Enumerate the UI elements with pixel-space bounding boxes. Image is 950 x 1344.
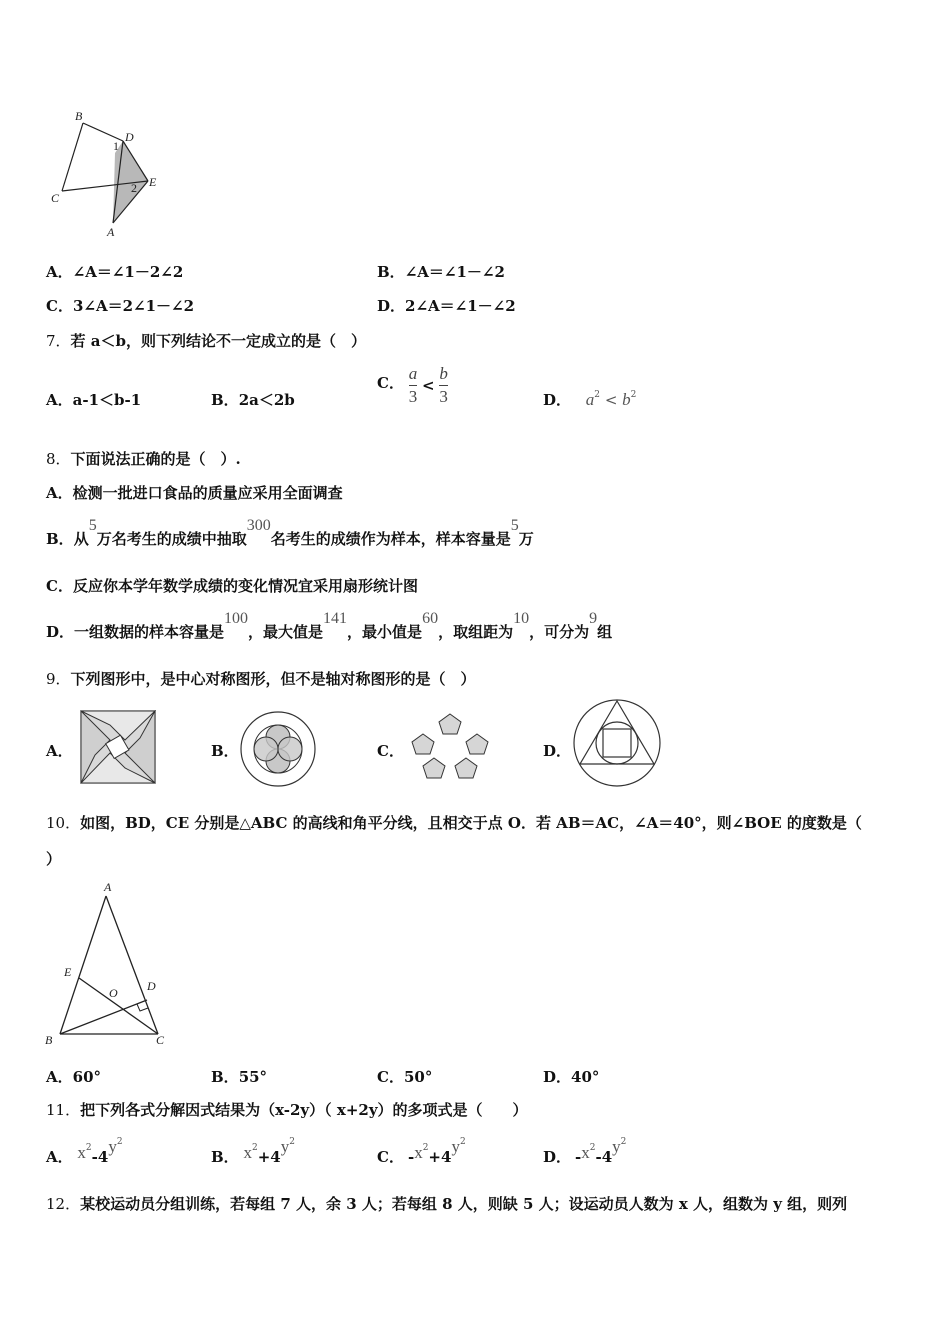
q8-option-a[interactable]	[46, 482, 343, 503]
question-number: 12．	[46, 1195, 81, 1213]
q10-label-e: E	[64, 965, 72, 979]
number: 141	[323, 610, 348, 627]
question-text: 下面说法正确的是（ ）.	[70, 450, 241, 468]
option-text: ，取组距为	[438, 623, 514, 641]
sign: -	[407, 1148, 415, 1166]
exp: 2	[422, 1143, 429, 1153]
option-text: ，最大值是	[248, 623, 324, 641]
q7-option-d[interactable]	[543, 389, 636, 410]
denominator: 3	[439, 387, 448, 406]
fraction-a	[409, 364, 418, 407]
q7-option-c[interactable]	[377, 364, 448, 407]
option-text: 2a＜2b	[238, 391, 295, 409]
q8-option-d[interactable]	[46, 610, 613, 642]
q11-option-b[interactable]	[211, 1137, 295, 1167]
q10-label-a: A	[104, 880, 112, 894]
question-number: 7．	[46, 332, 71, 350]
sign: -	[575, 1148, 582, 1166]
exp: 2	[85, 1143, 92, 1153]
option-text: 一组数据的样本容量是	[74, 623, 225, 641]
option-text: 名考生的成绩作为样本，样本容量是	[270, 530, 511, 548]
q8-option-b[interactable]	[46, 517, 534, 549]
option-label: A．	[46, 1068, 73, 1086]
numerator: b	[439, 364, 448, 383]
var-x: x	[77, 1143, 86, 1162]
denominator: 3	[408, 387, 418, 406]
number: 5	[88, 517, 97, 534]
option-text: 2∠A＝∠1－∠2	[405, 297, 516, 315]
q10-label-c: C	[156, 1033, 165, 1047]
question-number: 11．	[46, 1101, 81, 1119]
q9-figure-b[interactable]	[238, 710, 318, 788]
option-label: A．	[46, 1148, 73, 1166]
coefficient: -4	[595, 1148, 613, 1166]
option-text: 万名考生的成绩中抽取	[96, 530, 247, 548]
option-text: 3∠A＝2∠1－∠2	[72, 297, 195, 315]
q10-option-c[interactable]	[377, 1066, 432, 1087]
q10-label-d: D	[147, 979, 156, 993]
question-text: 某校运动员分组训练，若每组 7 人，余 3 人；若每组 8 人，则缺 5 人；设运动员人数为 x 人，组数为 y 组，则列	[80, 1195, 848, 1213]
coefficient: +4	[428, 1148, 452, 1166]
coefficient: +4	[257, 1148, 281, 1166]
option-label: A．	[46, 742, 73, 760]
q9-option-c-label[interactable]	[377, 740, 404, 761]
q6-figure	[45, 108, 165, 240]
option-label: C．	[377, 373, 404, 392]
option-label: A．	[46, 391, 73, 409]
question-number: 9．	[46, 670, 71, 688]
fraction-b	[439, 364, 448, 407]
option-text: 万	[518, 530, 534, 548]
option-label: B．	[46, 530, 74, 548]
option-label: B．	[377, 263, 405, 281]
exp: 2	[589, 1143, 596, 1153]
option-text: 从	[73, 530, 89, 548]
base-a: a	[585, 390, 595, 409]
option-text: 50°	[403, 1068, 433, 1086]
number: 10	[513, 610, 530, 627]
option-text: ，最小值是	[347, 623, 423, 641]
option-text: 组	[597, 623, 613, 641]
q10-option-b[interactable]	[211, 1066, 267, 1087]
exp: 2	[251, 1143, 258, 1153]
q7-stem	[46, 330, 366, 351]
q6-option-b[interactable]	[377, 261, 505, 282]
exp: 2	[459, 1137, 466, 1147]
q11-option-d[interactable]	[543, 1137, 627, 1167]
q6-option-c[interactable]	[46, 295, 194, 316]
option-label: D．	[46, 623, 75, 641]
less-than: <	[604, 391, 618, 409]
q9-option-a-label[interactable]	[46, 740, 73, 761]
option-label: C．	[46, 577, 73, 595]
option-label: A．	[46, 263, 73, 281]
question-text: 如图，BD，CE 分别是△ABC 的高线和角平分线，且相交于点 O．若 AB＝AC，∠A＝40°，则∠BOE 的度数是（	[80, 814, 862, 832]
q6-label-e: E	[149, 175, 157, 189]
q11-option-a[interactable]	[46, 1137, 123, 1167]
coefficient: -4	[91, 1148, 109, 1166]
q12-stem	[46, 1193, 847, 1214]
q8-option-c[interactable]	[46, 575, 418, 596]
q9-figure-c[interactable]	[408, 712, 492, 786]
exp-b: 2	[630, 390, 637, 400]
option-label: B．	[211, 391, 239, 409]
option-label: C．	[377, 1068, 404, 1086]
option-label: D．	[543, 1148, 572, 1166]
question-text: 下列图形中，是中心对称图形，但不是轴对称图形的是（ ）	[70, 670, 476, 688]
question-text: 把下列各式分解因式结果为（x-2y）（ x+2y）的多项式是（ ）	[80, 1101, 528, 1119]
var-y: y	[108, 1137, 117, 1156]
q7-option-b[interactable]	[211, 389, 295, 410]
number: 300	[246, 517, 271, 534]
question-number: 8．	[46, 450, 71, 468]
var-y: y	[280, 1137, 290, 1156]
option-label: B．	[211, 742, 239, 760]
q9-stem	[46, 668, 476, 689]
exp: 2	[116, 1137, 123, 1147]
number: 60	[422, 610, 439, 627]
exp: 2	[620, 1137, 627, 1147]
number: 100	[224, 610, 249, 627]
option-text: 反应你本学年数学成绩的变化情况宜采用扇形统计图	[72, 577, 418, 595]
q11-option-c[interactable]	[377, 1137, 466, 1167]
question-text: ）	[46, 850, 62, 868]
q10-figure	[40, 878, 180, 1050]
option-text: a-1＜b-1	[72, 391, 142, 409]
less-than: <	[422, 376, 435, 395]
q9-figure-a[interactable]	[80, 710, 156, 784]
var-x: x	[581, 1143, 590, 1162]
q9-option-d-label[interactable]	[543, 740, 571, 761]
option-label: B．	[211, 1068, 239, 1086]
option-text: 检测一批进口食品的质量应采用全面调查	[72, 484, 343, 502]
option-label: D．	[377, 297, 406, 315]
q6-label-a: A	[107, 225, 115, 239]
option-text: 40°	[571, 1068, 600, 1086]
option-label: C．	[377, 1148, 404, 1166]
q9-option-b-label[interactable]	[211, 740, 239, 761]
q6-label-1: 1	[113, 139, 119, 153]
option-label: D．	[543, 1068, 572, 1086]
question-text: 若 a＜b，则下列结论不一定成立的是（ ）	[70, 332, 366, 350]
option-text: 55°	[238, 1068, 268, 1086]
base-b: b	[622, 390, 631, 409]
q6-label-c: C	[51, 191, 60, 205]
q6-label-d: D	[125, 130, 134, 144]
option-label: D．	[543, 742, 572, 760]
q10-option-a[interactable]	[46, 1066, 101, 1087]
option-label: C．	[377, 742, 404, 760]
number: 5	[510, 517, 519, 534]
option-label: A．	[46, 484, 73, 502]
var-y: y	[451, 1137, 460, 1156]
number: 9	[589, 610, 598, 627]
q10-stem-line1	[46, 812, 862, 833]
q6-label-2: 2	[131, 181, 137, 195]
q6-label-b: B	[75, 109, 83, 123]
option-label: C．	[46, 297, 73, 315]
var-y: y	[612, 1137, 621, 1156]
var-x: x	[243, 1143, 252, 1162]
question-number: 10．	[46, 814, 81, 832]
q6-option-d[interactable]	[377, 295, 516, 316]
q11-stem	[46, 1099, 528, 1120]
var-x: x	[414, 1143, 423, 1162]
option-text: ，可分为	[529, 623, 590, 641]
option-text: 60°	[72, 1068, 102, 1086]
q10-label-o: O	[109, 986, 118, 1000]
option-label: D．	[543, 391, 572, 409]
exp: 2	[289, 1137, 295, 1147]
q8-stem	[46, 448, 241, 469]
q7-option-a[interactable]	[46, 389, 141, 410]
option-text: ∠A＝∠1－2∠2	[72, 263, 184, 281]
exp-a: 2	[594, 390, 601, 400]
option-label: B．	[211, 1148, 239, 1166]
q10-stem-line2	[46, 848, 61, 869]
q6-option-a[interactable]	[46, 261, 183, 282]
q9-figure-d[interactable]	[572, 698, 662, 788]
q10-option-d[interactable]	[543, 1066, 599, 1087]
q10-label-b: B	[45, 1033, 53, 1047]
option-text: ∠A＝∠1－∠2	[404, 263, 505, 281]
numerator: a	[408, 364, 418, 383]
